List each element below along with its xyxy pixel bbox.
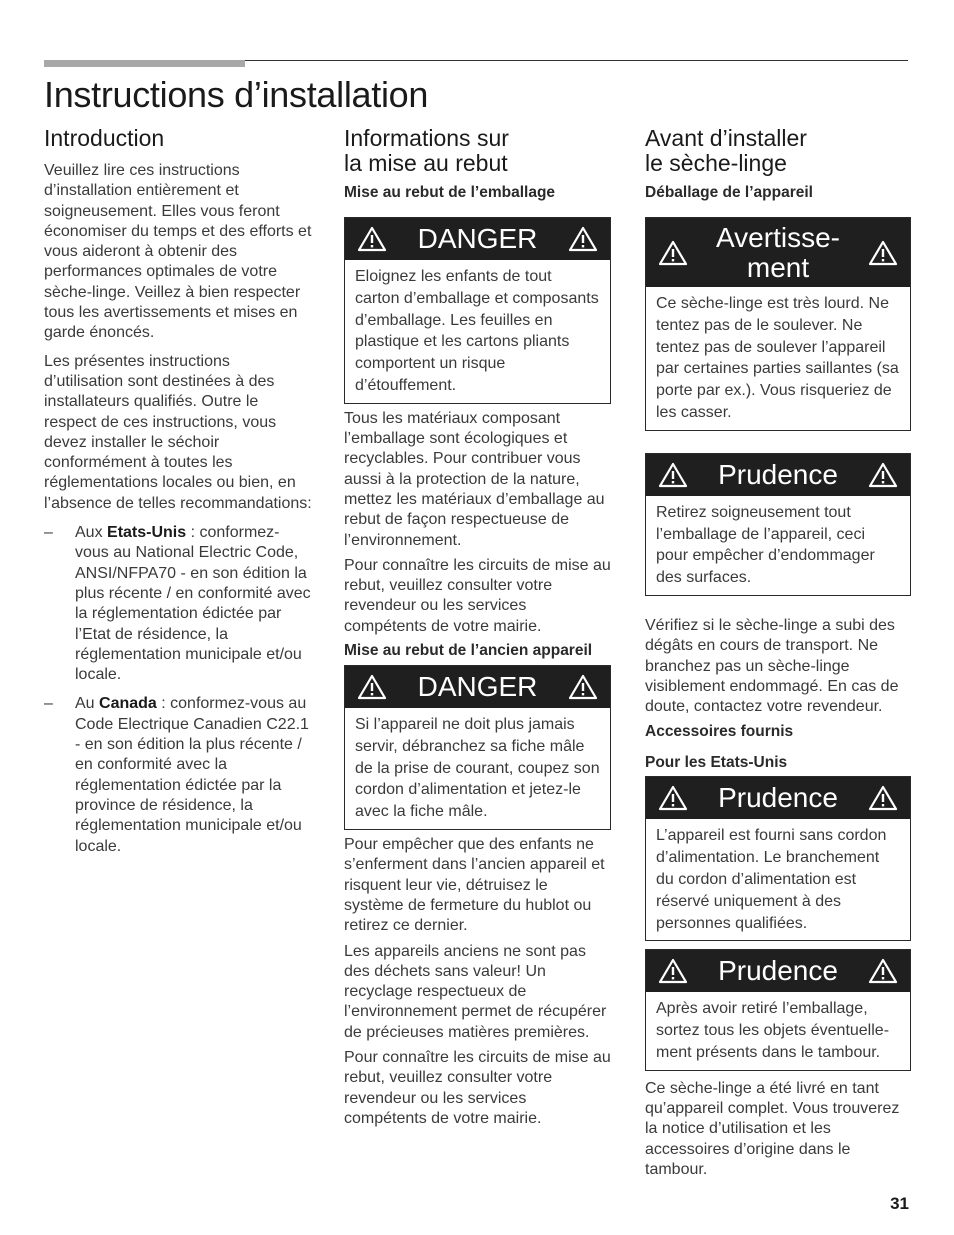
before-install-heading: Avant d’installer le sèche-linge bbox=[645, 125, 807, 176]
caution-box bbox=[645, 949, 911, 1070]
header-accent-bar bbox=[44, 60, 245, 67]
danger-text: Eloignez les enfants de tout carton d’emballage et composants d’emballage. Les feuilles en plastique et les cartons pliants comportent un risque d’étouffement. bbox=[355, 268, 599, 394]
list-item bbox=[44, 523, 312, 685]
transport-damage-paragraph: Vérifiez si le sèche-linge a subi des dégâts en cours de transport. Ne branchez pas un sèche-linge visiblement endommagé. En cas de doute, contactez votre revendeur. bbox=[645, 616, 899, 716]
warning-triangle-icon bbox=[568, 226, 598, 252]
warning-box-header bbox=[646, 218, 910, 287]
caution-title: Prudence bbox=[718, 955, 838, 987]
introduction-heading: Introduction bbox=[44, 125, 165, 151]
old-appliance-subheading: Mise au rebut de l’ancien appareil bbox=[344, 642, 593, 660]
warning-triangle-icon bbox=[868, 240, 898, 266]
column-introduction bbox=[44, 126, 312, 866]
danger-box bbox=[344, 217, 611, 404]
danger-title: DANGER bbox=[417, 223, 538, 254]
list-item-text: Au Canada : conformez-vous au Code Electrique Canadien C22.1 - en son édition la plus récente / en conformité avec la réglementation édictée par la province de résidence, la réglementation municipale et/ou locale. bbox=[75, 695, 309, 855]
delivery-paragraph: Ce sèche-linge a été livré en tant qu’appareil complet. Vous trouverez la notice d’utilisation et les accessoires d’origine dans le tambour. bbox=[645, 1079, 900, 1179]
caution-text: Après avoir retiré l’emballage, sortez tous les objets éventuelle-ment présents dans le tambour. bbox=[656, 1000, 890, 1062]
danger-text: Si l’appareil ne doit plus jamais servir, débranchez sa fiche mâle de la prise de courant, coupez son cordon d’alimentation et jetez-le avec la fiche mâle. bbox=[355, 716, 600, 821]
warning-triangle-icon bbox=[868, 785, 898, 811]
caution-box bbox=[645, 453, 911, 596]
warning-triangle-icon bbox=[658, 240, 688, 266]
list-dash: – bbox=[44, 524, 53, 542]
disposal-paragraph-2: Pour connaître les circuits de mise au rebut, veuillez consulter votre revendeur ou les services compétents de votre mairie. bbox=[344, 556, 611, 635]
accessories-subheading: Accessoires fournis bbox=[645, 723, 794, 741]
warning-triangle-icon bbox=[357, 674, 387, 700]
list-item-bold: Canada bbox=[99, 695, 157, 713]
warning-triangle-icon bbox=[568, 674, 598, 700]
danger-box bbox=[344, 665, 611, 830]
danger-box-header bbox=[345, 666, 610, 708]
packaging-disposal-subheading: Mise au rebut de l’emballage bbox=[344, 184, 556, 201]
danger-box-header bbox=[345, 218, 610, 260]
caution-text: Retirez soigneusement tout l’emballage de l’appareil, ceci pour empêcher d’endommager des surfaces. bbox=[656, 503, 875, 587]
usa-subheading: Pour les Etats-Unis bbox=[645, 754, 788, 772]
disposal-paragraph-5: Pour connaître les circuits de mise au rebut, veuillez consulter votre revendeur ou les services compétents de votre mairie. bbox=[344, 1049, 611, 1127]
warning-triangle-icon bbox=[658, 785, 688, 811]
caution-box-header bbox=[646, 950, 910, 992]
column-before-install bbox=[645, 126, 911, 1188]
list-item-bold: Etats-Unis bbox=[107, 524, 187, 542]
warning-triangle-icon bbox=[658, 462, 688, 488]
list-item-text: Aux Etats-Unis : conformez-vous au National Electric Code, ANSI/NFPA70 - en son édition la plus récente / en conformité avec la réglementation édictée par l’Etat de résidence, la réglementation municipale et/ou locale. bbox=[75, 524, 311, 684]
page-title: Instructions d’installation bbox=[44, 74, 429, 115]
caution-box-header bbox=[646, 454, 910, 496]
column-disposal bbox=[344, 126, 611, 1137]
intro-paragraph-2: Les présentes instructions d’utilisation sont destinées à des installateurs qualifiés. Outre le respect de ces instructions, vous devez installer le séchoir conformément à toutes les réglementations locales ou bien, en l’absence de telles recommandations: bbox=[44, 352, 312, 512]
list-dash: – bbox=[44, 695, 53, 713]
disposal-heading: Informations sur la mise au rebut bbox=[344, 125, 509, 176]
warning-box bbox=[645, 217, 911, 431]
caution-title: Prudence bbox=[718, 458, 838, 490]
warning-triangle-icon bbox=[357, 226, 387, 252]
intro-paragraph-1: Veuillez lire ces instructions d’installation entièrement et soigneusement. Elles vous feront économiser du temps et des efforts et vous aideront à obtenir des performances optimales de votre sèche-linge. Veillez à bien respecter tous les avertissements et mises en garde énoncés. bbox=[44, 162, 312, 342]
warning-title: Avertisse- ment bbox=[716, 221, 840, 283]
caution-title: Prudence bbox=[718, 782, 838, 814]
caution-box bbox=[645, 776, 911, 941]
disposal-paragraph-4: Les appareils anciens ne sont pas des déchets sans valeur! Un recyclage respectueux de l’environnement permet de récupérer de précieuses matières premières. bbox=[344, 942, 607, 1041]
list-item bbox=[44, 694, 312, 856]
danger-title: DANGER bbox=[417, 671, 538, 703]
warning-triangle-icon bbox=[868, 958, 898, 984]
caution-text: L’appareil est fourni sans cordon d’alimentation. Le branchement du cordon d’alimentation est réservé uniquement à des personnes qualifiées. bbox=[656, 827, 887, 932]
disposal-paragraph-1: Tous les matériaux composant l’emballage sont écologiques et recyclables. Pour contribuer vous aussi à la protection de la nature, mettez les matériaux d’emballage au rebut de façon respectueuse de l’environnement. bbox=[344, 409, 605, 549]
warning-triangle-icon bbox=[658, 958, 688, 984]
caution-box-header bbox=[646, 777, 910, 819]
warning-text: Ce sèche-linge est très lourd. Ne tentez pas de le soulever. Ne tentez pas de soulever l’appareil par certaines parties saillantes (sa porte par ex.). Vous risqueriez de les casser. bbox=[656, 295, 899, 421]
unpacking-subheading: Déballage de l’appareil bbox=[645, 184, 813, 201]
warning-triangle-icon bbox=[868, 462, 898, 488]
disposal-paragraph-3: Pour empêcher que des enfants ne s’enferment dans l’ancien appareil et risquent leur vie, détruisez le système de fermeture du hublot ou retirez ce dernier. bbox=[344, 836, 605, 935]
page-number: 31 bbox=[890, 1194, 909, 1213]
